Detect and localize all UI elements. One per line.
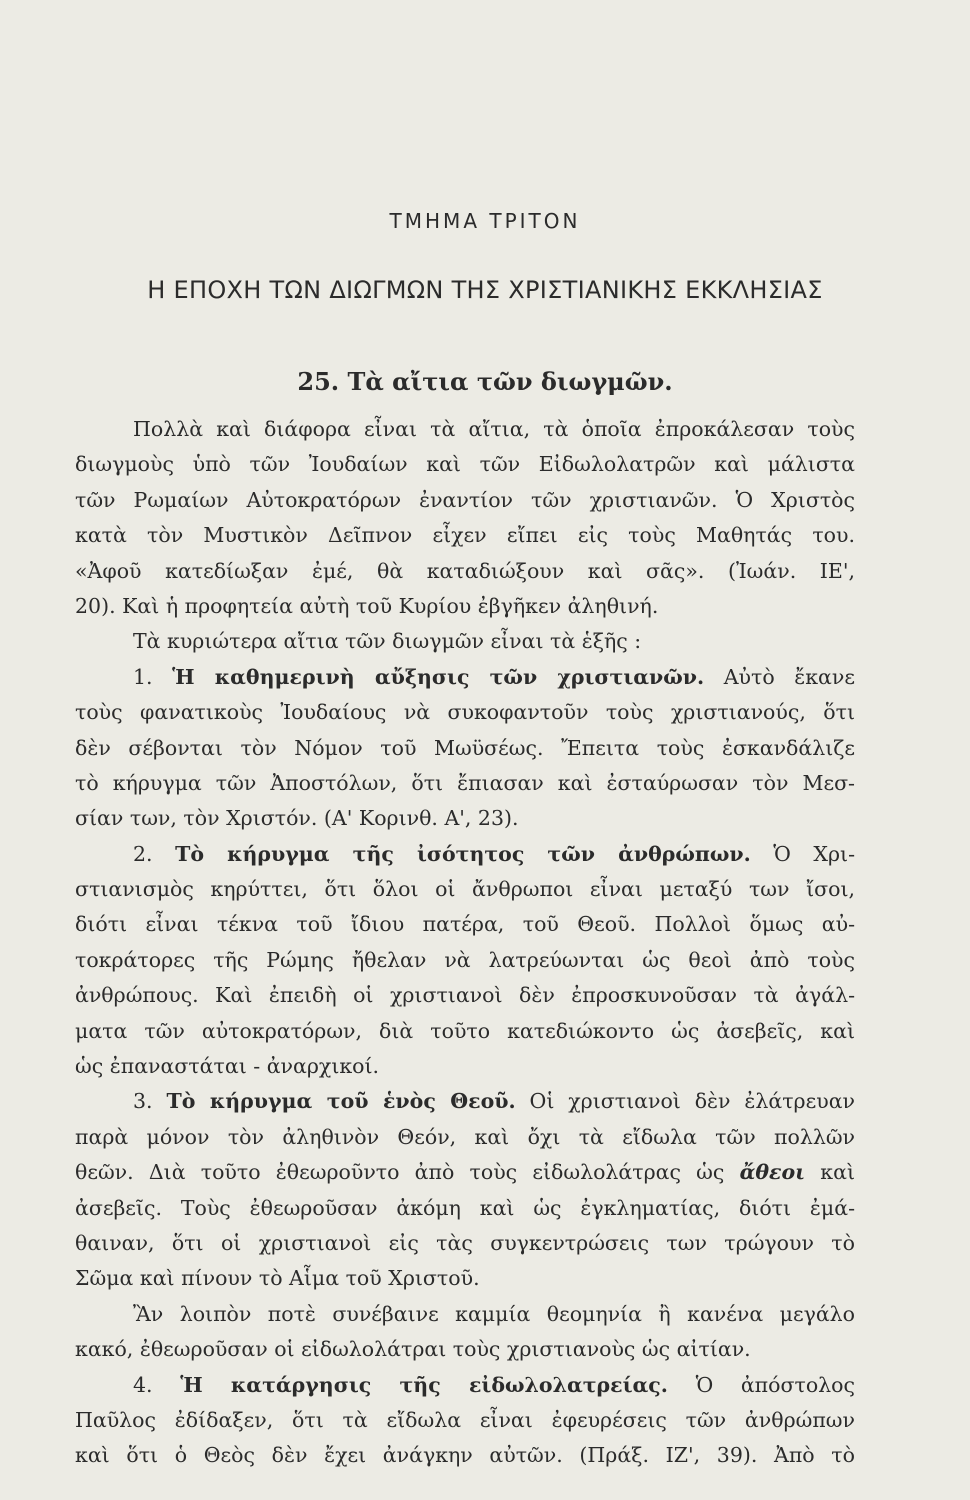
text-line: [75, 1226, 855, 1261]
item-heading: Τὸ κήρυγμα τῆς ἰσότητος τῶν ἀνθρώπων.: [175, 841, 751, 866]
item-heading: Ἡ καθημερινὴ αὔξησις τῶν χριστιανῶν.: [172, 664, 705, 689]
body-text: [75, 412, 855, 1474]
line-text: σίαν των, τὸν Χριστόν. (Α' Κορινθ. Α', 23).: [75, 806, 519, 831]
line-text: Ὁ Χρι-: [750, 841, 855, 866]
line-text: Ἂν λοιπὸν ποτὲ συνέβαινε καμμία θεομηνία ἢ κανένα μεγάλο: [133, 1301, 855, 1326]
text-line: [75, 412, 855, 447]
text-line: [75, 483, 855, 518]
text-line: [75, 978, 855, 1013]
line-text: θεῶν. Διὰ τοῦτο ἐθεωροῦντο ἀπὸ τοὺς εἰδωλολάτρας ὡς: [75, 1160, 740, 1185]
line-text: ματα τῶν αὐτοκρατόρων, διὰ τοῦτο κατεδιώκοντο ὡς ἀσεβεῖς, καὶ: [75, 1018, 855, 1043]
text-line: [75, 801, 855, 836]
line-text: Παῦλος ἐδίδαξεν, ὅτι τὰ εἴδωλα εἶναι ἐφευρέσεις τῶν ἀνθρώπων: [75, 1407, 855, 1432]
text-line: [75, 624, 855, 659]
text-line: [75, 907, 855, 942]
text-line: [75, 943, 855, 978]
text-line: [75, 1014, 855, 1049]
line-text: ὡς ἐπαναστάται - ἀναρχικοί.: [75, 1054, 380, 1079]
line-text: Πολλὰ καὶ διάφορα εἶναι τὰ αἴτια, τὰ ὁποῖα ἐπροκάλεσαν τοὺς: [133, 417, 855, 441]
text-line: [75, 695, 855, 730]
text-line: [75, 660, 855, 695]
line-text: «Ἀφοῦ κατεδίωξαν ἐμέ, θὰ καταδιώξουν καὶ σᾶς». (Ἰωάν. ΙΕ',: [75, 558, 855, 583]
line-text: παρὰ μόνον τὸν ἀληθινὸν Θεόν, καὶ ὄχι τὰ εἴδωλα τῶν πολλῶν: [75, 1124, 855, 1149]
text-line: [75, 1297, 855, 1332]
text-line: [75, 1049, 855, 1084]
text-line: [75, 447, 855, 482]
item-heading: Τὸ κήρυγμα τοῦ ἑνὸς Θεοῦ.: [166, 1089, 516, 1114]
line-text: κατὰ τὸν Μυστικὸν Δεῖπνον εἶχεν εἴπει εἰς τοὺς Μαθητάς του.: [75, 523, 855, 548]
text-line: [75, 766, 855, 801]
text-line: [75, 1155, 855, 1190]
line-text: Σῶμα καὶ πίνουν τὸ Αἷμα τοῦ Χριστοῦ.: [75, 1266, 480, 1291]
line-text: κακό, ἐθεωροῦσαν οἱ εἰδωλολάτραι τοὺς χριστιανοὺς ὡς αἰτίαν.: [75, 1337, 751, 1362]
line-text: ἀνθρώπους. Καὶ ἐπειδὴ οἱ χριστιανοὶ δὲν ἐπροσκυνοῦσαν τὰ ἀγάλ-: [75, 983, 855, 1008]
text-line: [75, 518, 855, 553]
text-line: [75, 1120, 855, 1155]
text-line: [75, 837, 855, 872]
text-line: [75, 589, 855, 624]
text-line: [75, 554, 855, 589]
text-line: [75, 872, 855, 907]
line-text: τὸ κήρυγμα τῶν Ἀποστόλων, ὅτι ἔπιασαν καὶ ἐσταύρωσαν τὸν Μεσ-: [75, 770, 855, 795]
line-text: θαιναν, ὅτι οἱ χριστιανοὶ εἰς τὰς συγκεντρώσεις των τρώγουν τὸ: [75, 1230, 855, 1255]
line-text: καὶ: [805, 1160, 855, 1185]
line-text: τοκράτορες τῆς Ρώμης ἤθελαν νὰ λατρεύωνται ὡς θεοὶ ἀπὸ τοὺς: [75, 947, 855, 972]
text-line: [75, 1403, 855, 1438]
text-line: [75, 1261, 855, 1296]
line-text: καὶ ὅτι ὁ Θεὸς δὲν ἔχει ἀνάγκην αὐτῶν. (Πράξ. ΙΖ', 39). Ἀπὸ τὸ: [75, 1443, 855, 1468]
line-text: Τὰ κυριώτερα αἴτια τῶν διωγμῶν εἶναι τὰ ἑξῆς :: [133, 629, 642, 654]
item-heading: Ἡ κατάργησις τῆς εἰδωλολατρείας.: [180, 1372, 668, 1397]
line-text: 4.: [133, 1372, 181, 1397]
text-line: [75, 1084, 855, 1119]
chapter-heading: 25. Τὰ αἴτια τῶν διωγμῶν.: [297, 367, 673, 396]
part-title: Η ΕΠΟΧΗ ΤΩΝ ΔΙΩΓΜΩΝ ΤΗΣ ΧΡΙΣΤΙΑΝΙΚΗΣ ΕΚΚΛΗΣΙΑΣ: [147, 276, 823, 304]
line-text: τῶν Ρωμαίων Αὐτοκρατόρων ἐναντίον τῶν χριστιανῶν. Ὁ Χριστὸς: [75, 487, 855, 512]
line-text: διότι εἶναι τέκνα τοῦ ἴδιου πατέρα, τοῦ Θεοῦ. Πολλοὶ ὅμως αὐ-: [75, 912, 855, 937]
text-line: [75, 1438, 855, 1473]
line-text: διωγμοὺς ὑπὸ τῶν Ἰουδαίων καὶ τῶν Εἰδωλολατρῶν καὶ μάλιστα: [75, 452, 855, 477]
line-text: 3.: [133, 1089, 167, 1114]
line-text: δὲν σέβονται τὸν Νόμον τοῦ Μωϋσέως. Ἔπειτα τοὺς ἐσκανδάλιζε: [75, 735, 855, 760]
line-text: Ὁ ἀπόστολος: [667, 1372, 855, 1397]
line-text: Οἱ χριστιανοὶ δὲν ἐλάτρευαν: [515, 1089, 855, 1114]
line-text: 2.: [133, 841, 176, 866]
text-line: [75, 1332, 855, 1367]
line-text: τοὺς φανατικοὺς Ἰουδαίους νὰ συκοφαντοῦν τοὺς χριστιανούς, ὅτι: [75, 700, 855, 725]
line-text: 20). Καὶ ἡ προφητεία αὐτὴ τοῦ Κυρίου ἐβγῆκεν ἀληθινή.: [75, 593, 659, 618]
text-line: [75, 1191, 855, 1226]
line-text: ἀσεβεῖς. Τοὺς ἐθεωροῦσαν ἀκόμη καὶ ὡς ἐγκληματίας, διότι ἐμά-: [75, 1195, 855, 1220]
emphasis: ἄθεοι: [739, 1160, 806, 1185]
text-line: [75, 731, 855, 766]
line-text: στιανισμὸς κηρύττει, ὅτι ὅλοι οἱ ἄνθρωποι εἶναι μεταξύ των ἴσοι,: [75, 877, 855, 902]
line-text: Αὐτὸ ἔκανε: [704, 664, 855, 689]
section-heading: ΤΜΗΜΑ ΤΡΙΤΟΝ: [389, 209, 581, 233]
line-text: 1.: [133, 664, 173, 689]
text-line: [75, 1368, 855, 1403]
